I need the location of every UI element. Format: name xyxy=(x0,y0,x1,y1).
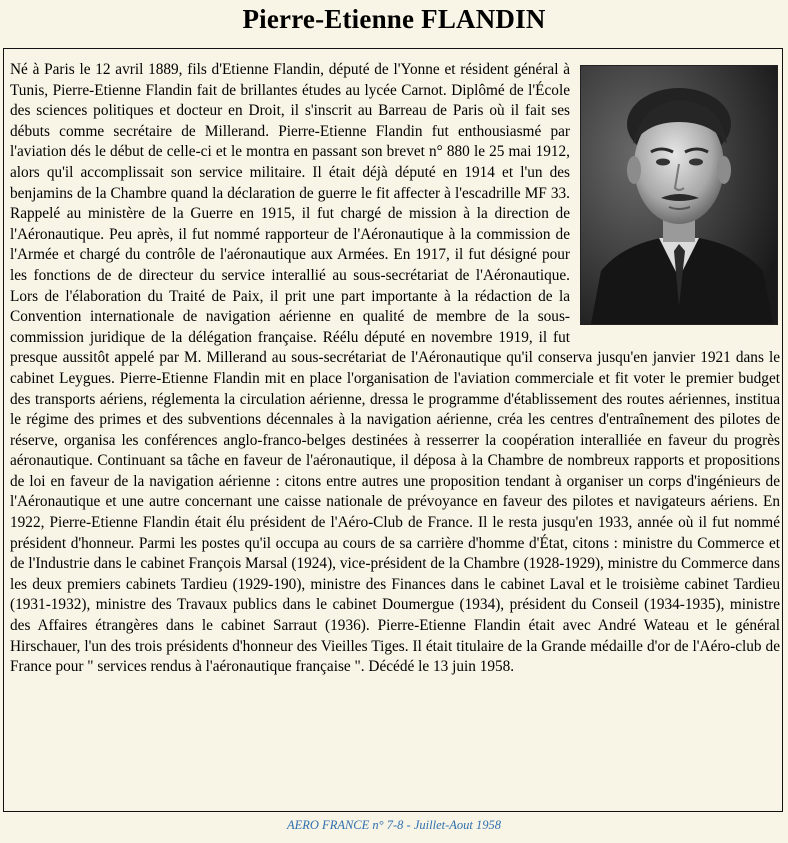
page-title: Pierre-Etienne FLANDIN xyxy=(242,4,546,34)
source-caption: AERO FRANCE n° 7-8 - Juillet-Aout 1958 xyxy=(287,818,501,832)
biography-text-block xyxy=(10,60,780,800)
portrait-photo xyxy=(580,65,778,325)
biography-paragraph: Né à Paris le 12 avril 1889, fils d'Etienne Flandin, député de l'Yonne et résident général à Tunis, Pierre-Etienne Flandin fait de brillantes études au lycée Carnot. Diplômé de l'École des sciences politiques et docteur en Droit, il s'inscrit au Barreau de Paris où il fait ses débuts comme secrétaire de Millerand. Pierre-Etienne Flandin fut enthousiasmé par l'aviation dés le début de celle-ci et le montra en passant son brevet n° 880 le 25 mai 1912, alors qu'il accomplissait son service militaire. Il était déjà député en 1914 et l'un des benjamins de la Chambre quand la déclaration de guerre le fit affecter à l'escadrille MF 33. Rappelé au ministère de la Guerre en 1915, il fut chargé de mission à la direction de l'Aéronautique. Peu après, il fut nommé rapporteur de l'Aéronautique à la commission de l'Armée et chargé du contrôle de l'aéronautique aux Armées. En 1917, il fut désigné pour les fonctions de de directeur du service interallié au sous-secrétariat de l'Aéronautique. Lors de l'élaboration du Traité de Paix, il prit une part importante à la rédaction de la Convention internationale de navigation aérienne en qualité de membre de la sous-commission juridique de la délégation française. Réélu député en novembre 1919, il fut presque aussitôt appelé par M. Millerand au sous-secrétariat de l'Aéronautique qu'il conserva jusqu'en janvier 1921 dans le cabinet Leygues. Pierre-Etienne Flandin mit en place l'organisation de l'aviation commerciale et fit voter le premier budget des transports aériens, réglementa la circulation aérienne, dressa le programme d'établissement des routes aériennes, institua le régime des primes et des subventions décennales à la navigation aérienne, créa les centres d'entraînement des pilotes de réserve, organisa les conférences anglo-franco-belges destinées à resserrer la coopération interalliée en faveur du progrès aéronautique. Continuant sa tâche en faveur de l'aéronautique, il déposa à la Chambre de nombreux rapports et propositions de loi en faveur de la navigation aérienne : citons entre autres une proposition tendant à organiser un corps d'ingénieurs de l'Aéronautique et une autre concernant une caisse nationale de prévoyance en faveur des pilotes et navigateurs aériens. En 1922, Pierre-Etienne Flandin était élu président de l'Aéro-Club de France. Il le resta jusqu'en 1933, année où il fut nommé président d'honneur. Parmi les postes qu'il occupa au cours de sa carrière d'homme d'État, citons : ministre du Commerce et de l'Industrie dans le cabinet François Marsal (1924), vice-président de la Chambre (1928-1929), ministre du Commerce dans les deux premiers cabinets Tardieu (1929-190), ministre des Finances dans le cabinet Laval et le troisième cabinet Tardieu (1931-1932), ministre des Travaux publics dans le cabinet Doumergue (1934), président du Conseil (1934-1935), ministre des Affaires étrangères dans le cabinet Sarraut (1936). Pierre-Etienne Flandin était avec André Wateau et le général Hirschauer, l'un des trois présidents d'honneur des Vieilles Tiges. Il était titulaire de la Grande médaille d'or de l'Aéro-club de France pour " services rendus à l'aéronautique française ". Décédé le 13 juin 1958. xyxy=(10,61,780,676)
